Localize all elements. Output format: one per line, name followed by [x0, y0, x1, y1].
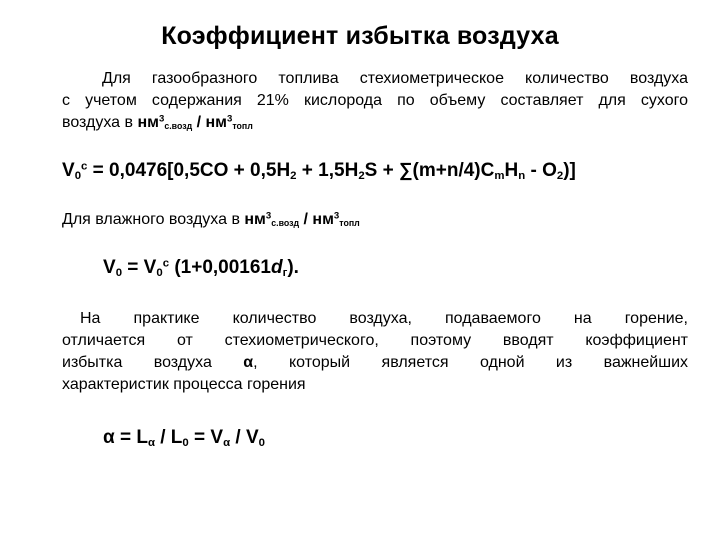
paragraph-line: воздуха в $нм^3_{с.возд} / нм^3_{топл}$: [62, 113, 253, 132]
paragraph-line: Для газообразного топлива стехиометрическое количество воздуха: [102, 70, 688, 87]
formula-excess-air-coefficient: $\alpha = L_\alpha / L_0 = V_\alpha / V_0$: [103, 427, 265, 449]
paragraph-line: На практике количество воздуха, подаваемого на горение,: [80, 310, 688, 327]
formula-wet-air-volume: $V_0 = V_0^с$ $(1+0,00161d_г)$.: [103, 257, 299, 279]
paragraph-excess-air: [62, 308, 688, 396]
unit-label: $нм^3_{с.возд} / нм^3_{топл}$: [244, 210, 360, 229]
paragraph-line: характеристик процесса горения: [62, 376, 306, 393]
paragraph-line: отличается от стехиометрического, поэтому вводят коэффициент: [62, 332, 688, 349]
paragraph-dry-air: [62, 68, 688, 134]
unit-label: $нм^3_{с.возд} / нм^3_{топл}$: [137, 113, 253, 132]
formula-dry-air-volume: $V_0^с = 0,0476[0,5CO + 0,5H_2 + 1,5H_2S + \sum(m+n/4)C_mH_n - O_2)$]: [62, 160, 576, 182]
paragraph-line: с учетом содержания 21% кислорода по объему составляет для сухого: [62, 92, 688, 109]
paragraph-wet-air: Для влажного воздуха в $нм^3_{с.возд} / нм^3_{топл}$: [62, 210, 360, 229]
slide-title: Коэффициент избытка воздуха: [161, 22, 559, 50]
paragraph-line: избытка воздуха α, который является одной из важнейших: [62, 354, 688, 371]
